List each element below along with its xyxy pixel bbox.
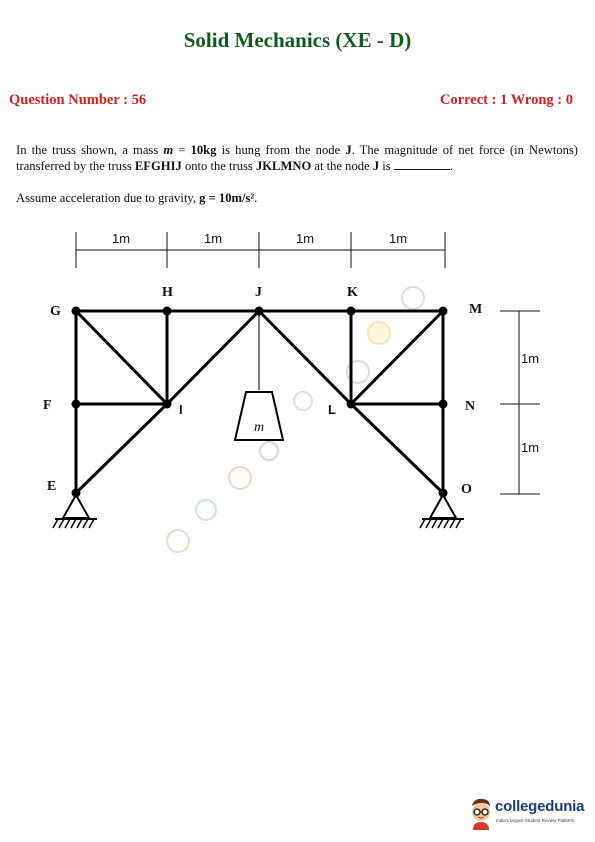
brand-tagline: India's largest Student Review Platform — [496, 818, 575, 823]
right-pin-support — [420, 495, 464, 528]
node-label-I: I — [179, 402, 183, 417]
node-label-K: K — [347, 285, 358, 300]
gravity-assumption: Assume acceleration due to gravity, g = 10m/s². — [16, 191, 258, 205]
node-label-H: H — [162, 285, 173, 300]
dim-label-right-2: 1m — [521, 440, 540, 455]
dim-label-1: 1m — [111, 231, 131, 246]
dim-label-4: 1m — [388, 231, 408, 246]
score-summary: Correct : 1 Wrong : 0 — [439, 92, 573, 108]
node-label-O: O — [461, 482, 472, 497]
node-label-J: J — [255, 285, 262, 300]
dim-label-2: 1m — [203, 231, 223, 246]
mascot-icon — [468, 796, 494, 830]
node-label-N: N — [465, 399, 476, 414]
question-number: Question Number : 56 — [9, 92, 147, 108]
page-title: Solid Mechanics (XE - D) — [183, 28, 412, 52]
node-label-F: F — [43, 398, 52, 413]
node-label-E: E — [47, 479, 57, 494]
brand-name: collegedunia — [495, 798, 585, 815]
dim-label-right-1: 1m — [521, 351, 540, 366]
dim-label-3: 1m — [295, 231, 315, 246]
question-text: In the truss shown, a mass m = 10kg is hung from the node J. The magnitude of net force (in Newtons) transferred by the truss EFGHIJ onto the truss JKLMNO at the node J is . — [16, 143, 579, 173]
node-label-G: G — [50, 304, 61, 319]
mass-label: m — [253, 420, 265, 435]
right-dimension — [500, 311, 540, 494]
node-label-M: M — [469, 302, 483, 317]
node-label-L: L — [328, 402, 336, 417]
watermark-logos — [167, 287, 424, 552]
collegedunia-logo — [468, 796, 593, 832]
left-pin-support — [53, 495, 97, 528]
